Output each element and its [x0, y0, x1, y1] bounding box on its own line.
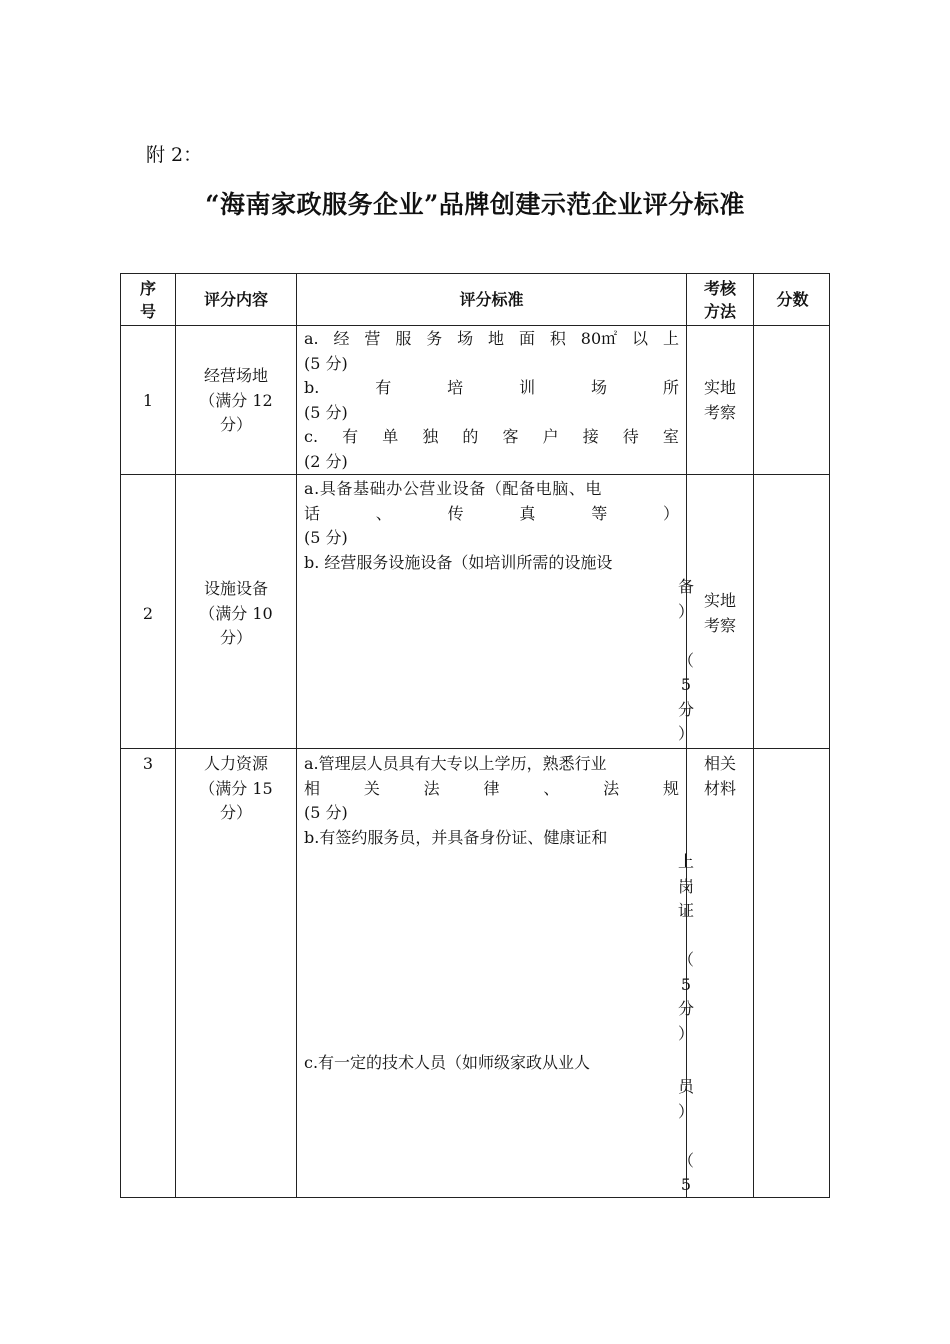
row1-content [176, 364, 296, 438]
header-method-line: 方法 [703, 302, 736, 321]
annex-label: 附 2： [146, 144, 203, 166]
method-line: 相关 [703, 754, 736, 773]
row2-method [687, 589, 753, 638]
row1-std-a-score: (5 分) [304, 353, 348, 373]
row2-std-a: a.具备基础办公营业设备（配备电脑、电 [304, 479, 603, 498]
header-no [121, 277, 175, 323]
header-content: 评分内容 [203, 290, 268, 309]
content-line: 分） [219, 803, 252, 822]
row3-std-c: c.有一定的技术人员（如师级家政从业人 [304, 1053, 591, 1072]
method-line: 实地 [703, 378, 736, 397]
content-line: 经营场地 [203, 366, 268, 385]
row2-std-b-overflow: 备 ） （ 5 分 ） [678, 577, 695, 743]
method-line: 材料 [703, 778, 736, 798]
row1-method [687, 376, 753, 425]
content-line: （满分 12 [199, 390, 273, 410]
row3-standard [304, 752, 679, 850]
row1-no: 1 [142, 391, 154, 410]
content-line: （满分 10 [199, 603, 273, 623]
row3-std-a: a.管理层人员具有大专以上学历，熟悉行业 [304, 754, 607, 773]
row1-standard [304, 327, 679, 474]
row2-std-a-cont: 话 、 传 真 等 ） [304, 503, 679, 523]
content-line: 设施设备 [203, 579, 268, 598]
col-divider [296, 274, 297, 1197]
method-line: 考察 [703, 402, 736, 422]
row3-method [687, 752, 753, 801]
row2-no: 2 [142, 604, 154, 623]
content-line: 人力资源 [203, 754, 268, 773]
row2-standard [304, 477, 679, 575]
row3-std-a-score: (5 分) [304, 803, 348, 822]
row-divider [121, 474, 829, 475]
header-standard: 评分标准 [459, 290, 524, 309]
row1-std-b: b. 有 培 训 场 所 [304, 378, 679, 397]
row3-std-b: b.有签约服务员，并具备身份证、健康证和 [304, 827, 608, 847]
document-title: “海南家政服务企业”品牌创建示范企业评分标准 [205, 190, 745, 219]
row2-std-b: b. 经营服务设施设备（如培训所需的设施设 [304, 552, 613, 572]
col-divider [753, 274, 754, 1197]
header-score: 分数 [776, 290, 809, 309]
row1-std-c-score: (2 分) [304, 451, 348, 471]
header-method [687, 277, 753, 323]
row3-std-a-cont: 相 关 法 律 、 法 规 [304, 778, 679, 798]
row3-std-c-overflow: 员 ） （ 5 [678, 1077, 695, 1194]
header-no-line: 号 [139, 302, 156, 321]
row1-std-c: c. 有 单 独 的 客 户 接 待 室 [304, 427, 679, 446]
row2-content [176, 577, 296, 651]
row3-std-b-overflow: 上 岗 证 （ 5 分 ） [678, 852, 695, 1043]
row-divider [121, 748, 829, 749]
row1-std-b-score: (5 分) [304, 402, 348, 422]
header-no-line: 序 [139, 279, 156, 298]
content-line: 分） [219, 628, 252, 647]
row3-no: 3 [142, 754, 154, 773]
header-method-line: 考核 [703, 279, 736, 298]
method-line: 考察 [703, 615, 736, 635]
scoring-table [120, 273, 830, 1198]
row1-std-a: a. 经 营 服 务 场 地 面 积 80㎡ 以 上 [304, 329, 679, 348]
method-line: 实地 [703, 591, 736, 610]
row-divider [121, 325, 829, 326]
row2-std-a-score: (5 分) [304, 528, 348, 547]
content-line: （满分 15 [199, 778, 273, 798]
content-line: 分） [219, 415, 252, 434]
row3-content [176, 752, 296, 826]
